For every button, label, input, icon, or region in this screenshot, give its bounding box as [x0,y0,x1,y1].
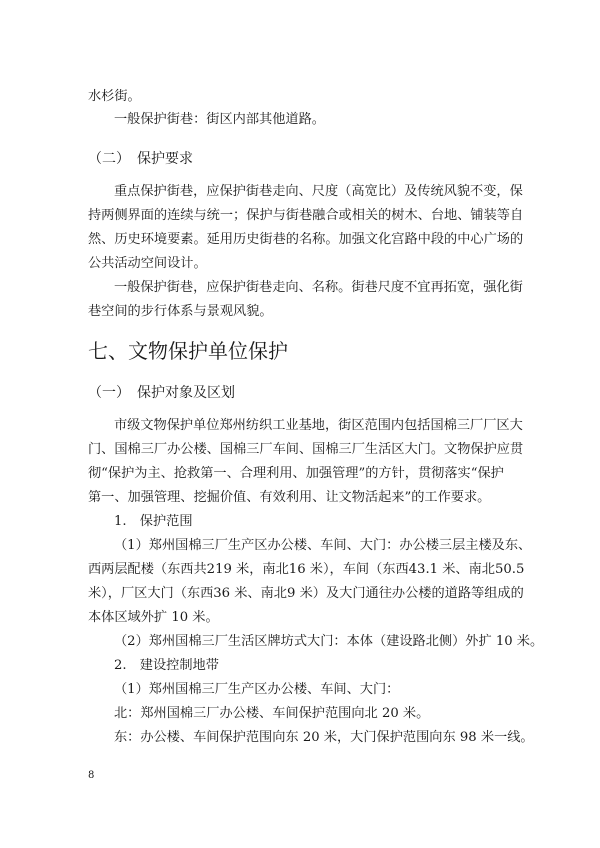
paragraph-line: 持两侧界面的连续与统一；保护与街巷融合或相关的树木、台地、铺装等自 [88,208,524,223]
paragraph-line: （2）郑州国棉三厂生活区牌坊式大门：本体（建设路北侧）外扩 10 米。 [114,634,544,649]
section-heading-protection-requirements: （二） 保护要求 [88,151,193,167]
paragraph-line: 米），厂区大门（东西36 米、南北9 米）及大门通往办公楼的道路等组成的 [88,586,524,601]
text-line-continuation: 水杉街。 [88,89,141,104]
paragraph-line: 本体区域外扩 10 米。 [88,610,219,625]
page-number: 8 [88,770,95,781]
list-heading-protection-scope: 1. 保护范围 [114,514,193,529]
list-heading-construction-control-zone: 2. 建设控制地带 [114,658,219,673]
paragraph-line: 彻“保护为主、抢救第一、合理利用、加强管理”的方针，贯彻落实“保护 [88,466,504,481]
paragraph-line: 公共活动空间设计。 [88,256,207,271]
paragraph-line: 重点保护街巷，应保护街巷走向、尺度（高宽比）及传统风貌不变，保 [114,184,523,199]
paragraph-line: 市级文物保护单位郑州纺织工业基地，街区范围内包括国棉三厂厂区大 [114,418,523,433]
section-heading-protection-objects: （一） 保护对象及区划 [88,385,235,401]
paragraph-line: 然、历史环境要素。延用历史街巷的名称。加强文化宫路中段的中心广场的 [88,232,524,247]
paragraph-line: 第一、加强管理、挖掘价值、有效利用、让文物活起来”的工作要求。 [88,490,491,505]
paragraph-line: 巷空间的步行体系与景观风貌。 [88,304,273,319]
paragraph-line: 门、国棉三厂办公楼、国棉三厂车间、国棉三厂生活区大门。文物保护应贯 [88,442,524,457]
text-line-general-streets: 一般保护街巷：街区内部其他道路。 [114,112,325,127]
paragraph-line: 北：郑州国棉三厂办公楼、车间保护范围向北 20 米。 [114,706,430,721]
paragraph-line: （1）郑州国棉三厂生产区办公楼、车间、大门：办公楼三层主楼及东、 [114,538,532,553]
paragraph-line: 一般保护街巷，应保护街巷走向、名称。街巷尺度不宜再拓宽，强化街 [114,280,523,295]
paragraph-line: （1）郑州国棉三厂生产区办公楼、车间、大门： [114,682,400,697]
chapter-heading-cultural-relics: 七、文物保护单位保护 [88,339,288,363]
paragraph-line: 西两层配楼（东西共219 米，南北16 米），车间（东西43.1 米、南北50.5 [88,562,525,577]
paragraph-line: 东：办公楼、车间保护范围向东 20 米，大门保护范围向东 98 米一线。 [114,730,534,745]
